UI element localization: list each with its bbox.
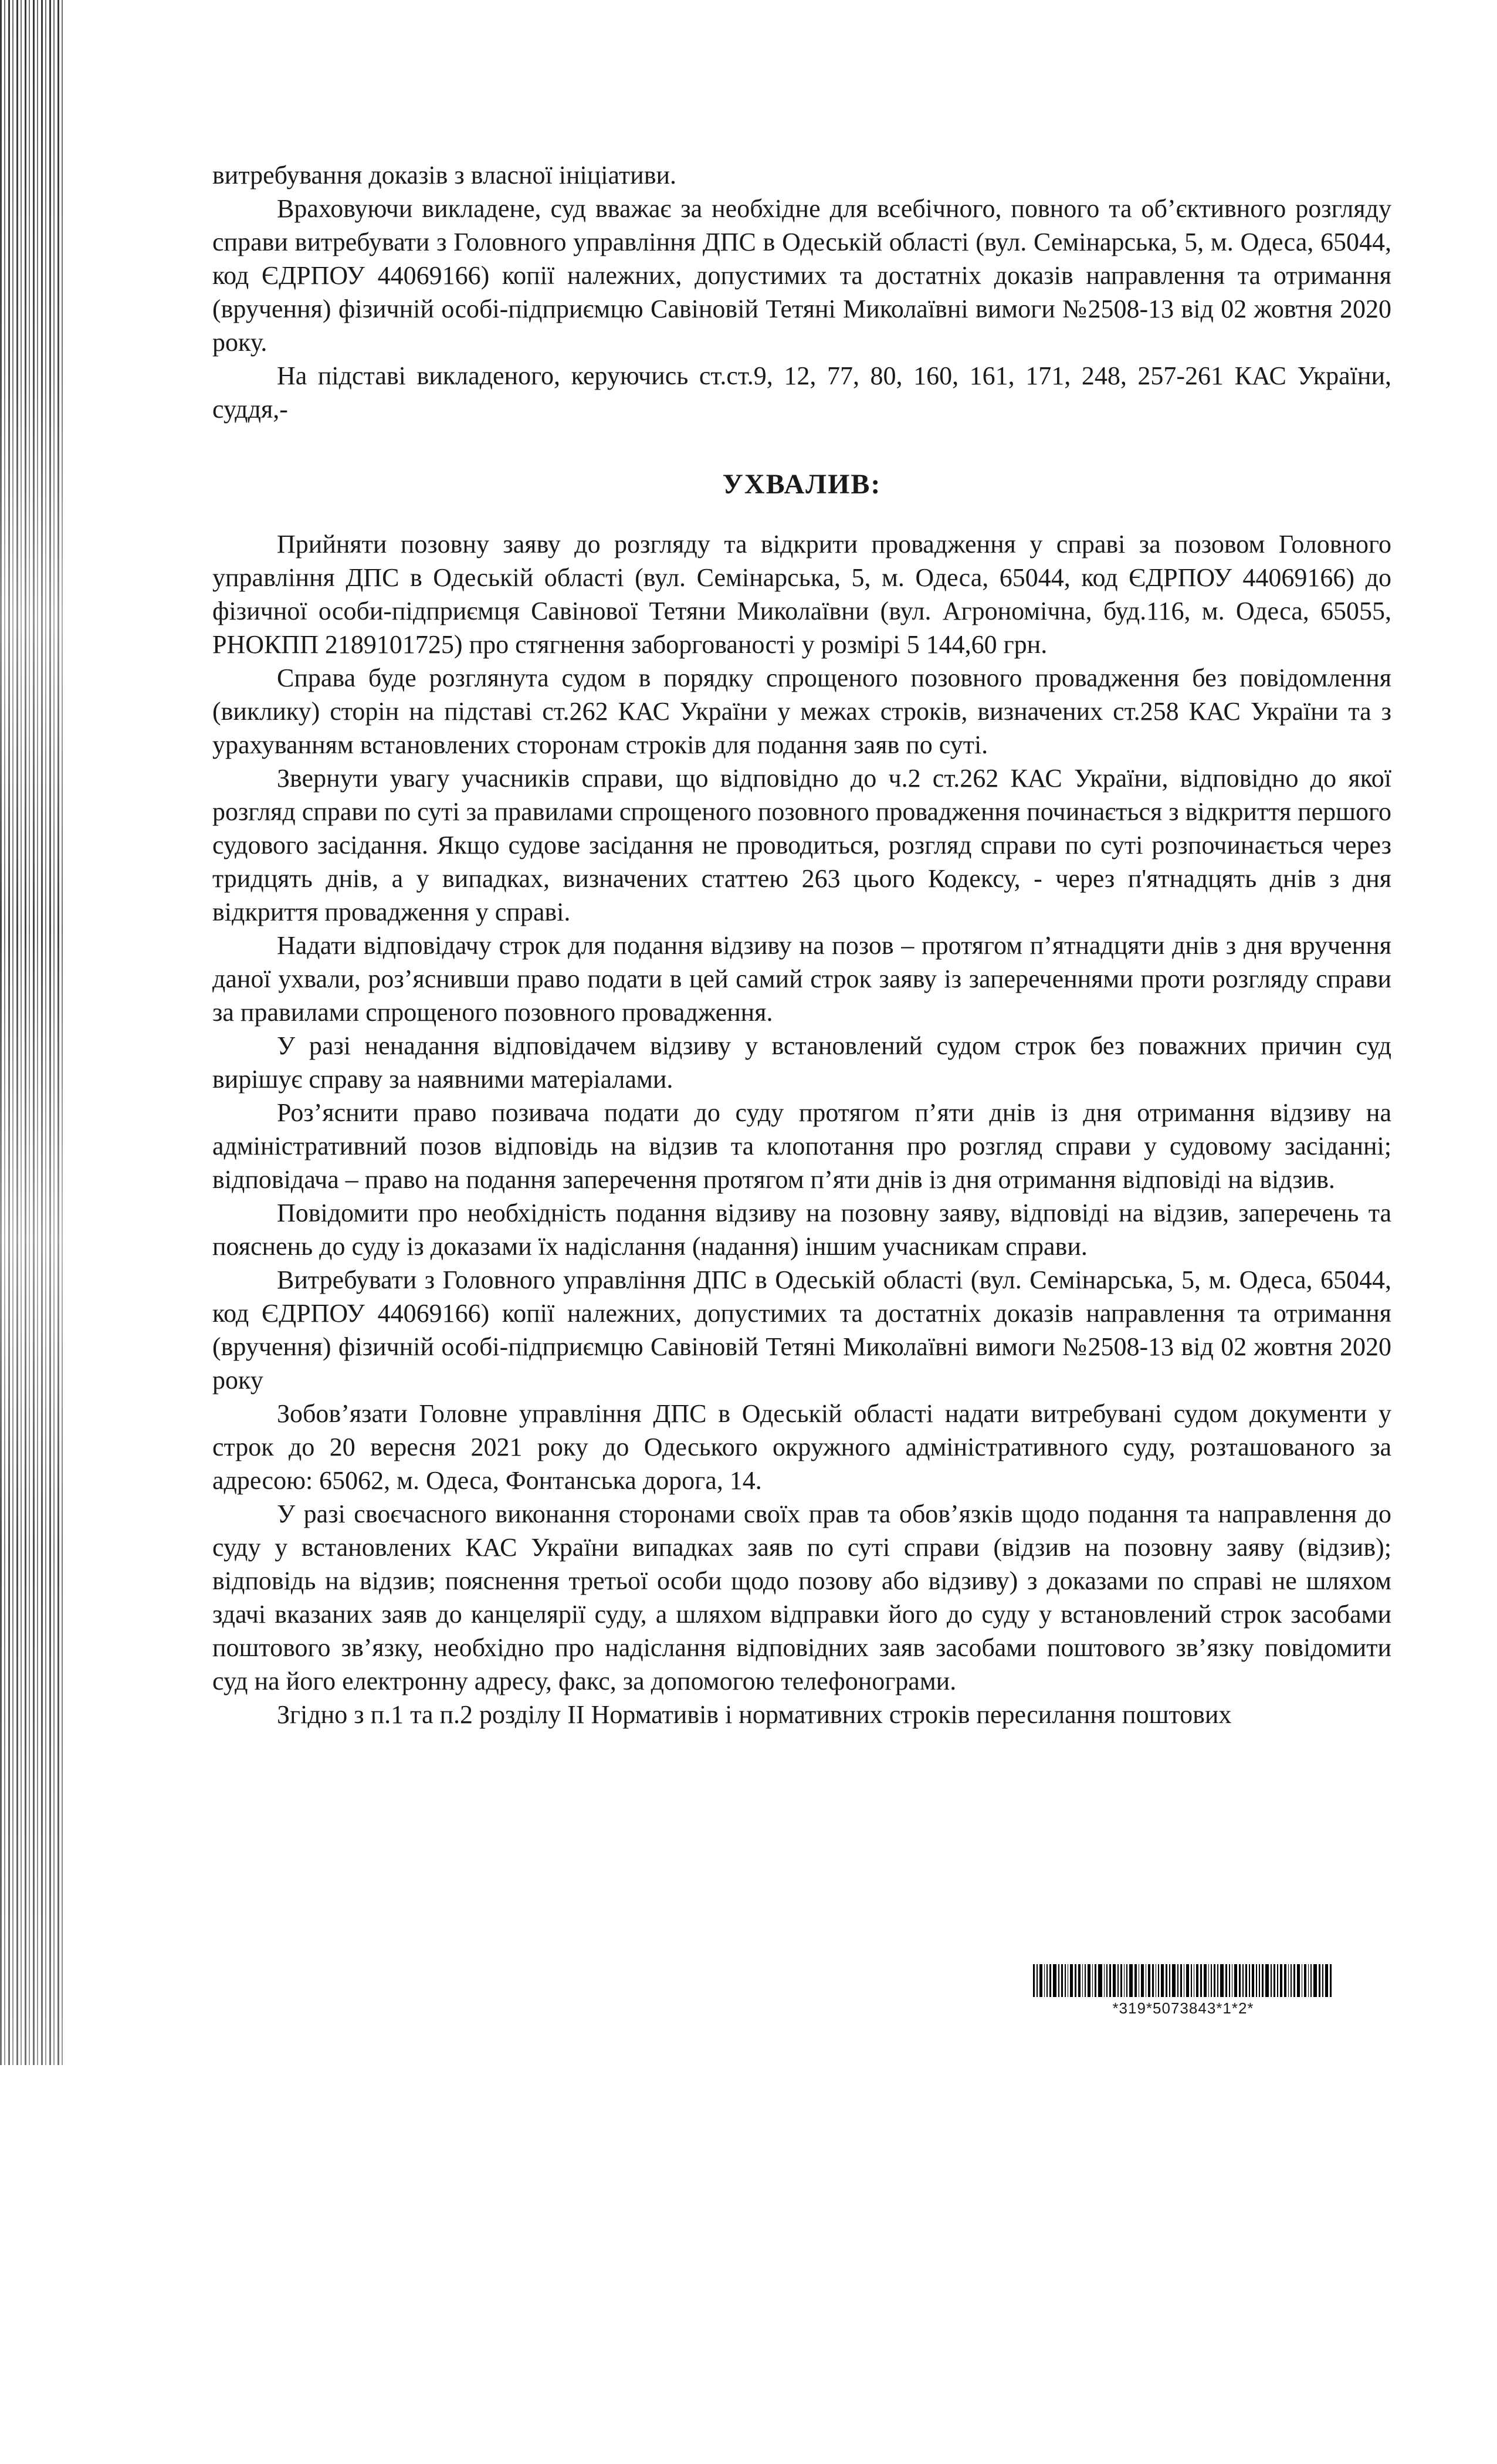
barcode-bar	[1208, 1964, 1210, 1997]
barcode-number: *319*5073843*1*2*	[1112, 1999, 1254, 2017]
barcode-bar	[1242, 1964, 1244, 1997]
barcode-bar	[1166, 1964, 1167, 1997]
barcode-bar	[1148, 1964, 1150, 1997]
barcode-bar	[1146, 1964, 1147, 1997]
ruling-heading: УХВАЛИВ:	[722, 469, 882, 500]
barcode-bar	[1156, 1964, 1157, 1997]
barcode-bar	[1204, 1964, 1207, 1997]
paragraph: Прийняти позовну заяву до розгляду та відкрити провадження у справі за позовом Головного управління ДПС в Одеській області (вул. Семінарська, 5, м. Одеса, 65044, код ЄДРПОУ 44069166) до фізичної особи-підприємця Савінової Тетяни Миколаївни (вул. Агрономічна, буд.116, м. Одеса, 65055, РНОКПП 2189101725) про стягнення заборгованості у розмірі 5 144,60 грн.	[212, 530, 1391, 659]
barcode-bar	[1217, 1964, 1218, 1997]
barcode-bar	[1293, 1964, 1295, 1997]
paragraph: У разі ненадання відповідачем відзиву у встановлений судом строк без поважних причин суд вирішує справу за наявними матеріалами.	[212, 1031, 1391, 1094]
barcode-bar	[1239, 1964, 1241, 1997]
barcode-bar	[1274, 1964, 1275, 1997]
barcode-bar	[1200, 1964, 1202, 1997]
barcode-bar	[1065, 1964, 1066, 1997]
barcode-bar	[1180, 1964, 1182, 1997]
barcode-bar	[1271, 1964, 1272, 1997]
barcode-bar	[1070, 1964, 1073, 1997]
barcode-bar	[1113, 1964, 1116, 1997]
paragraph: Зобов’язати Головне управління ДПС в Одеській області надати витребувані судом документи у строк до 20 вересня 2021 року до Одеського окружного адміністративного суду, розташованого за адресою: 65062, м. Одеса, Фонтанська дорога, 14.	[212, 1399, 1391, 1495]
barcode-bar	[1085, 1964, 1086, 1997]
barcode-bar	[1310, 1964, 1312, 1997]
scan-edge-artifact	[0, 0, 65, 2065]
barcode-bar	[1259, 1964, 1260, 1997]
barcode-bar	[1280, 1964, 1283, 1997]
paragraph: Повідомити про необхідність подання відзиву на позовну заяву, відповіді на відзив, заперечень та пояснень до суду із доказами їх надіслання (надання) іншим учасникам справи.	[212, 1199, 1391, 1261]
barcode-bar	[1196, 1964, 1198, 1997]
barcode-bar	[1308, 1964, 1309, 1997]
barcode-bar	[1088, 1964, 1090, 1997]
barcode-bar	[1104, 1964, 1105, 1997]
barcode-bar	[1098, 1964, 1102, 1997]
barcode-bar	[1302, 1964, 1303, 1997]
barcode-bar	[1184, 1964, 1185, 1997]
paragraph: Надати відповідачу строк для подання відзиву на позов – протягом п’ятнадцяти днів з дня вручення даної ухвали, роз’яснивши право подати в цей самий строк заяву із запереченнями проти розгляду справи за правилами спрощеного позовного провадження.	[212, 931, 1391, 1027]
barcode-bar	[1053, 1964, 1056, 1997]
barcode-bar	[1325, 1964, 1328, 1997]
barcode-bar	[1214, 1964, 1215, 1997]
barcode-bar	[1106, 1964, 1107, 1997]
court-ruling-page	[212, 158, 1391, 1731]
barcode-bar	[1232, 1964, 1233, 1997]
barcode-bar	[1046, 1964, 1048, 1997]
barcode-bar	[1177, 1964, 1178, 1997]
barcode-bar	[1319, 1964, 1320, 1997]
barcode-bar	[1082, 1964, 1083, 1997]
barcode-bar	[1075, 1964, 1076, 1997]
barcode-bar	[1049, 1964, 1051, 1997]
barcode-bar	[1152, 1964, 1154, 1997]
barcode-bar	[1229, 1964, 1230, 1997]
barcode-bar	[1297, 1964, 1300, 1997]
paragraph: Згідно з п.1 та п.2 розділу ІІ Нормативів і нормативних строків пересилання поштових	[277, 1700, 1232, 1729]
barcode-bar	[1245, 1964, 1247, 1997]
barcode-bar	[1249, 1964, 1250, 1997]
barcode-bar	[1124, 1964, 1125, 1997]
barcode-bar	[1186, 1964, 1189, 1997]
barcode-bar	[1037, 1964, 1038, 1997]
paragraph: Враховуючи викладене, суд вважає за необхідне для всебічного, повного та об’єктивного розгляду справи витребувати з Головного управління ДПС в Одеській області (вул. Семінарська, 5, м. Одеса, 65044, код ЄДРПОУ 44069166) копії належних, допустимих та достатніх доказів направлення та отримання (вручення) фізичній особі-підприємцю Савіновій Тетяні Миколаївні вимоги №2508-13 від 02 жовтня 2020 року.	[212, 194, 1391, 357]
barcode-bar	[1194, 1964, 1195, 1997]
barcode-bar	[1265, 1964, 1269, 1997]
paragraph: Роз’яснити право позивача подати до суду протягом п’яти днів із дня отримання відзиву на адміністративний позов відповідь на відзив та клопотання про розгляд справи у судовому засіданні; відповідача – право на подання заперечення протягом п’яти днів із дня отримання відповіді на відзив.	[212, 1098, 1391, 1194]
barcode-bar	[1126, 1964, 1127, 1997]
barcode-bar	[1172, 1964, 1176, 1997]
barcode-bar	[1220, 1964, 1224, 1997]
barcode-bar	[1068, 1964, 1069, 1997]
barcode-bars	[993, 1964, 1374, 1997]
barcode-bar	[1061, 1964, 1063, 1997]
barcode-bar	[1288, 1964, 1289, 1997]
barcode-bar	[1044, 1964, 1045, 1997]
barcode-bar	[1277, 1964, 1278, 1997]
barcode-bar	[1033, 1964, 1035, 1997]
barcode-bar	[1095, 1964, 1096, 1997]
barcode-bar	[1129, 1964, 1133, 1997]
paragraph: На підставі викладеного, керуючись ст.ст.9, 12, 77, 80, 160, 161, 171, 248, 257-261 КАС України, суддя,-	[212, 361, 1391, 424]
barcode-bar	[1158, 1964, 1159, 1997]
paragraph: витребування доказів з власної ініціативи.	[212, 161, 677, 189]
barcode-bar	[1252, 1964, 1255, 1997]
paragraph: Справа буде розглянута судом в порядку спрощеного позовного провадження без повідомлення (виклику) сторін на підставі ст.262 КАС України у межах строків, визначених ст.258 КАС України та з урахуванням встановлених сторонам строків для подання заяв по суті.	[212, 664, 1391, 759]
barcode-bar	[1092, 1964, 1093, 1997]
barcode-bar	[1039, 1964, 1042, 1997]
barcode-bar	[1058, 1964, 1059, 1997]
barcode-bar	[1304, 1964, 1306, 1997]
document-barcode	[993, 1964, 1374, 2018]
barcode-bar	[1169, 1964, 1170, 1997]
barcode-bar	[1256, 1964, 1257, 1997]
barcode-bar	[1284, 1964, 1286, 1997]
barcode-bar	[1109, 1964, 1111, 1997]
barcode-bar	[1134, 1964, 1136, 1997]
barcode-bar	[1078, 1964, 1080, 1997]
barcode-bar	[1313, 1964, 1317, 1997]
paragraph: Витребувати з Головного управління ДПС в Одеській області (вул. Семінарська, 5, м. Одеса, 65044, код ЄДРПОУ 44069166) копії належних, допустимих та достатніх доказів направлення та отримання (вручення) фізичній особі-підприємцю Савіновій Тетяні Миколаївні вимоги №2508-13 від 02 жовтня 2020 року	[212, 1265, 1391, 1395]
barcode-bar	[1225, 1964, 1227, 1997]
barcode-bar	[1262, 1964, 1264, 1997]
barcode-bar	[1330, 1964, 1332, 1997]
barcode-bar	[1139, 1964, 1140, 1997]
paragraph: У разі своєчасного виконання сторонами своїх прав та обов’язків щодо подання та направлення до суду у встановлених КАС України випадках заяв по суті справи (відзив на позовну заяву (відзив); відповідь на відзив; пояснення третьої особи щодо позову або відзиву) з доказами по справі не шляхом здачі вказаних заяв до канцелярії суду, а шляхом відправки його до суду у встановлений строк засобами поштового зв’язку, необхідно про надіслання відповідних заяв засобами поштового зв’язку повідомити суд на його електронну адресу, факс, за допомогою телефонограми.	[212, 1500, 1391, 1695]
barcode-bar	[1117, 1964, 1119, 1997]
paragraph: Звернути увагу учасників справи, що відповідно до ч.2 ст.262 КАС України, відповідно до якої розгляд справи по суті за правилами спрощеного позовного провадження починається з відкриття першого судового засідання. Якщо судове засідання не проводиться, розгляд справи по суті розпочинається через тридцять днів, а у випадках, визначених статтею 263 цього Кодексу, - через п'ятнадцять днів з дня відкриття провадження у справі.	[212, 764, 1391, 926]
barcode-bar	[1120, 1964, 1122, 1997]
barcode-bar	[1234, 1964, 1237, 1997]
barcode-bar	[1322, 1964, 1323, 1997]
barcode-bar	[1141, 1964, 1144, 1997]
barcode-bar	[1291, 1964, 1292, 1997]
barcode-bar	[1211, 1964, 1212, 1997]
barcode-bar	[1191, 1964, 1192, 1997]
barcode-bar	[1161, 1964, 1164, 1997]
